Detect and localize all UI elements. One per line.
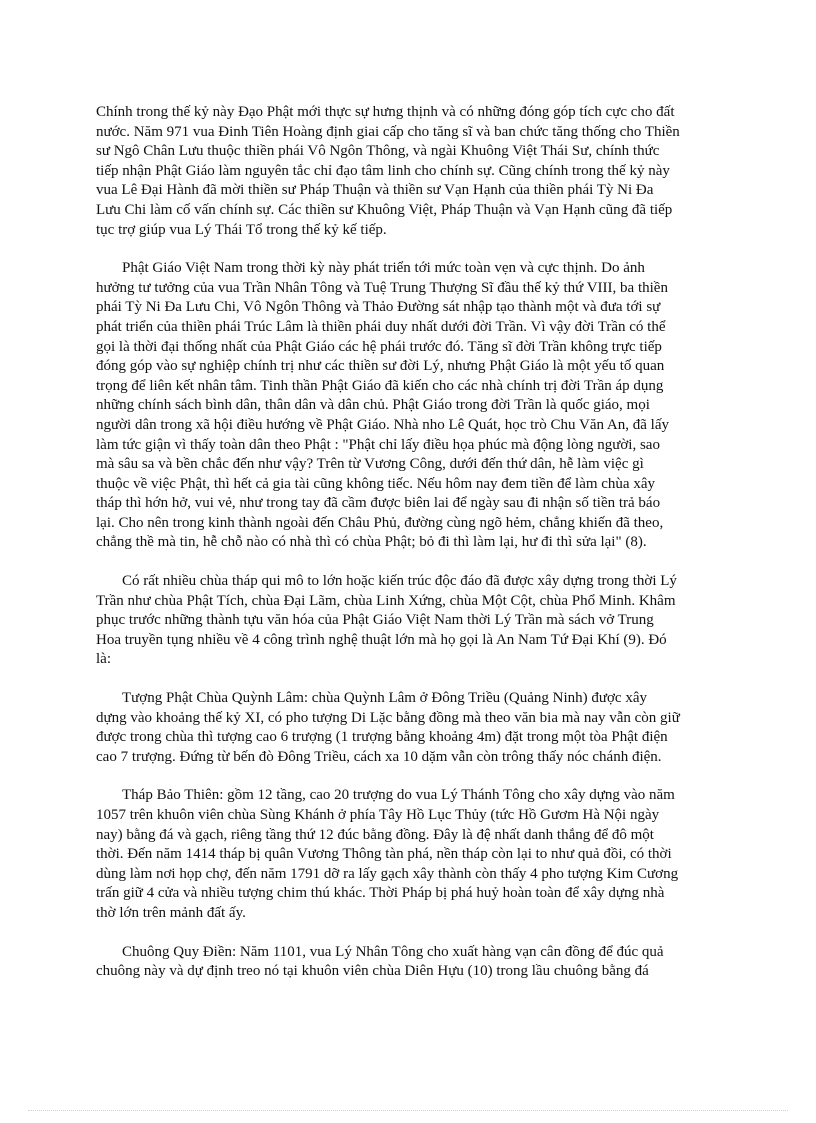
- text-line: Phật Giáo Việt Nam trong thời kỳ này phát triển tới mức toàn vẹn và cực thịnh. Do ảnh: [122, 260, 645, 277]
- text-line: gọi là thời đại thống nhất của Phật Giáo các hệ phái trước đó. Tăng sĩ đời Trần không trực tiếp: [96, 338, 662, 355]
- paragraph-5: [96, 786, 718, 923]
- text-line: phục trước những thành tựu văn hóa của Phật Giáo Việt Nam thời Lý Trần mà sách vở Trung: [96, 612, 654, 629]
- text-line: Tháp Bảo Thiên: gồm 12 tầng, cao 20 trượng do vua Lý Thánh Tông cho xây dựng vào năm: [122, 787, 675, 804]
- paragraph-6: [96, 943, 718, 982]
- text-line: thờ lớn trên mảnh đất ấy.: [96, 904, 246, 921]
- text-line: những chính sách bình dân, thân dân và dân chủ. Phật Giáo trong đời Trần là quốc giáo, mọi: [96, 397, 650, 414]
- text-line: hưởng tư tưởng của vua Trần Nhân Tông và Tuệ Trung Thượng Sĩ đầu thế kỷ thứ VIII, ba thiền: [96, 279, 668, 296]
- paragraph-3: [96, 572, 718, 670]
- text-line: dựng vào khoảng thế kỷ XI, có pho tượng Di Lặc bằng đồng mà theo văn bia mà nay vẫn còn giữ: [96, 709, 680, 726]
- text-line: cao 7 trượng. Đứng từ bến đò Đông Triều, cách xa 10 dặm vẫn còn trông thấy nóc chánh điện.: [96, 748, 662, 765]
- text-line: Chính trong thế kỷ này Đạo Phật mới thực sự hưng thịnh và có những đóng góp tích cực cho đất: [96, 104, 675, 120]
- text-line: Tượng Phật Chùa Quỳnh Lâm: chùa Quỳnh Lâm ở Đông Triều (Quảng Ninh) được xây: [122, 690, 647, 707]
- text-line: 1057 trên khuôn viên chùa Sùng Khánh ở phía Tây Hồ Lục Thủy (tức Hồ Gươm Hà Nội ngày: [96, 807, 660, 823]
- text-line: là:: [96, 651, 111, 668]
- text-line: nước. Năm 971 vua Đinh Tiên Hoàng định giai cấp cho tăng sĩ và ban chức tăng thống cho Thiền: [96, 123, 680, 140]
- text-line: trấn giữ 4 cửa và nhiều tượng chim thú khác. Thời Pháp bị phá huỷ hoàn toàn để xây dựng nhà: [96, 885, 665, 902]
- text-line: thời. Đến năm 1414 tháp bị quân Vương Thông tàn phá, nền tháp còn lại to như quả đồi, có thời: [96, 846, 672, 863]
- text-line: phát triển của thiền phái Trúc Lâm là thiền phái duy nhất dưới đời Trần. Vì vậy đời Trần có thể: [96, 318, 666, 335]
- text-line: Trần như chùa Phật Tích, chùa Đại Lãm, chùa Linh Xứng, chùa Một Cột, chùa Phổ Minh. Khâm: [96, 592, 676, 609]
- paragraph-1: [96, 103, 718, 240]
- text-line: đóng góp vào sự nghiệp chính trị như các thiền sư đời Lý, nhưng Phật Giáo là một yếu tố quan: [96, 358, 665, 375]
- text-line: Có rất nhiều chùa tháp qui mô to lớn hoặc kiến trúc độc đáo đã được xây dựng trong thời Lý: [122, 573, 677, 590]
- page-bottom-divider: [28, 1110, 788, 1111]
- text-line: Hoa truyền tụng nhiều về 4 công trình nghệ thuật lớn mà họ gọi là An Nam Tứ Đại Khí (9). Đó: [96, 631, 667, 648]
- text-line: tháp thì hớn hở, vui vẻ, như trong tay đã cầm được biên lai để ngày sau đi nhận số tiền trả báo: [96, 495, 661, 512]
- text-line: được trong chùa thì tượng cao 6 trượng (1 trượng bằng khoảng 4m) đặt trong một tòa Phật điện: [96, 729, 668, 746]
- text-line: nay) bằng đá và gạch, riêng tầng thứ 12 đúc bằng đồng. Đây là đệ nhất danh thắng để đô một: [96, 826, 654, 843]
- text-line: Chuông Quy Điền: Năm 1101, vua Lý Nhân Tông cho xuất hàng vạn cân đồng để đúc quả: [122, 943, 664, 960]
- paragraph-2: [96, 259, 718, 553]
- text-line: làm tức giận vì thấy toàn dân theo Phật : "Phật chỉ lấy điều họa phúc mà động lòng người, sao: [96, 436, 660, 453]
- paragraph-4: [96, 689, 718, 767]
- text-line: thuộc về việc Phật, thì hết cả gia tài cũng không tiếc. Nếu hôm nay đem tiền để làm chùa xây: [96, 475, 655, 492]
- text-line: người dân trong xã hội điều hướng về Phật Giáo. Nhà nho Lê Quát, học trò Chu Văn An, đã lấy: [96, 416, 669, 433]
- text-line: lại. Cho nên trong kinh thành ngoài đến Châu Phủ, đường cùng ngõ hẻm, chẳng khiến đã theo,: [96, 514, 664, 531]
- document-body: [96, 103, 718, 1001]
- text-line: tiếp nhận Phật Giáo làm nguyên tắc chỉ đạo tâm linh cho chính sự. Cũng chính trong thế kỷ này: [96, 162, 670, 179]
- text-line: Lưu Chi làm cố vấn chính sự. Các thiền sư Khuông Việt, Pháp Thuận và Vạn Hạnh cũng đã tiếp: [96, 201, 673, 218]
- text-line: phái Tỳ Ni Đa Lưu Chi, Vô Ngôn Thông và Thảo Đường sát nhập tạo thành một và đưa tới sự: [96, 299, 661, 316]
- text-line: chuông này và dự định treo nó tại khuôn viên chùa Diên Hựu (10) trong lầu chuông bằng đá: [96, 963, 649, 980]
- text-line: trọng để liên kết nhân tâm. Tinh thần Phật Giáo đã kiến cho các nhà chính trị đời Trần áp dụng: [96, 377, 664, 394]
- text-line: sư Ngô Chân Lưu thuộc thiền phái Vô Ngôn Thông, và ngài Khuông Việt Thái Sư, chính thức: [96, 143, 660, 160]
- text-line: tục trợ giúp vua Lý Thái Tổ trong thế kỷ kế tiếp.: [96, 221, 387, 238]
- text-line: dùng làm nơi họp chợ, đến năm 1791 dỡ ra lấy gạch xây thành còn thấy 4 pho tượng Kim Cương: [96, 865, 679, 882]
- text-line: vua Lê Đại Hành đã mời thiền sư Pháp Thuận và thiền sư Vạn Hạnh của thiền phái Tỳ Ni Đa: [96, 182, 654, 199]
- text-line: chẳng thề mà tin, hễ chỗ nào có nhà thì có chùa Phật; bỏ đi thì làm lại, hư đi thì sửa lại" (8).: [96, 534, 647, 551]
- text-line: mà sâu sa và bền chắc đến như vậy? Trên từ Vương Công, dưới đến thứ dân, hễ làm việc gì: [96, 456, 644, 473]
